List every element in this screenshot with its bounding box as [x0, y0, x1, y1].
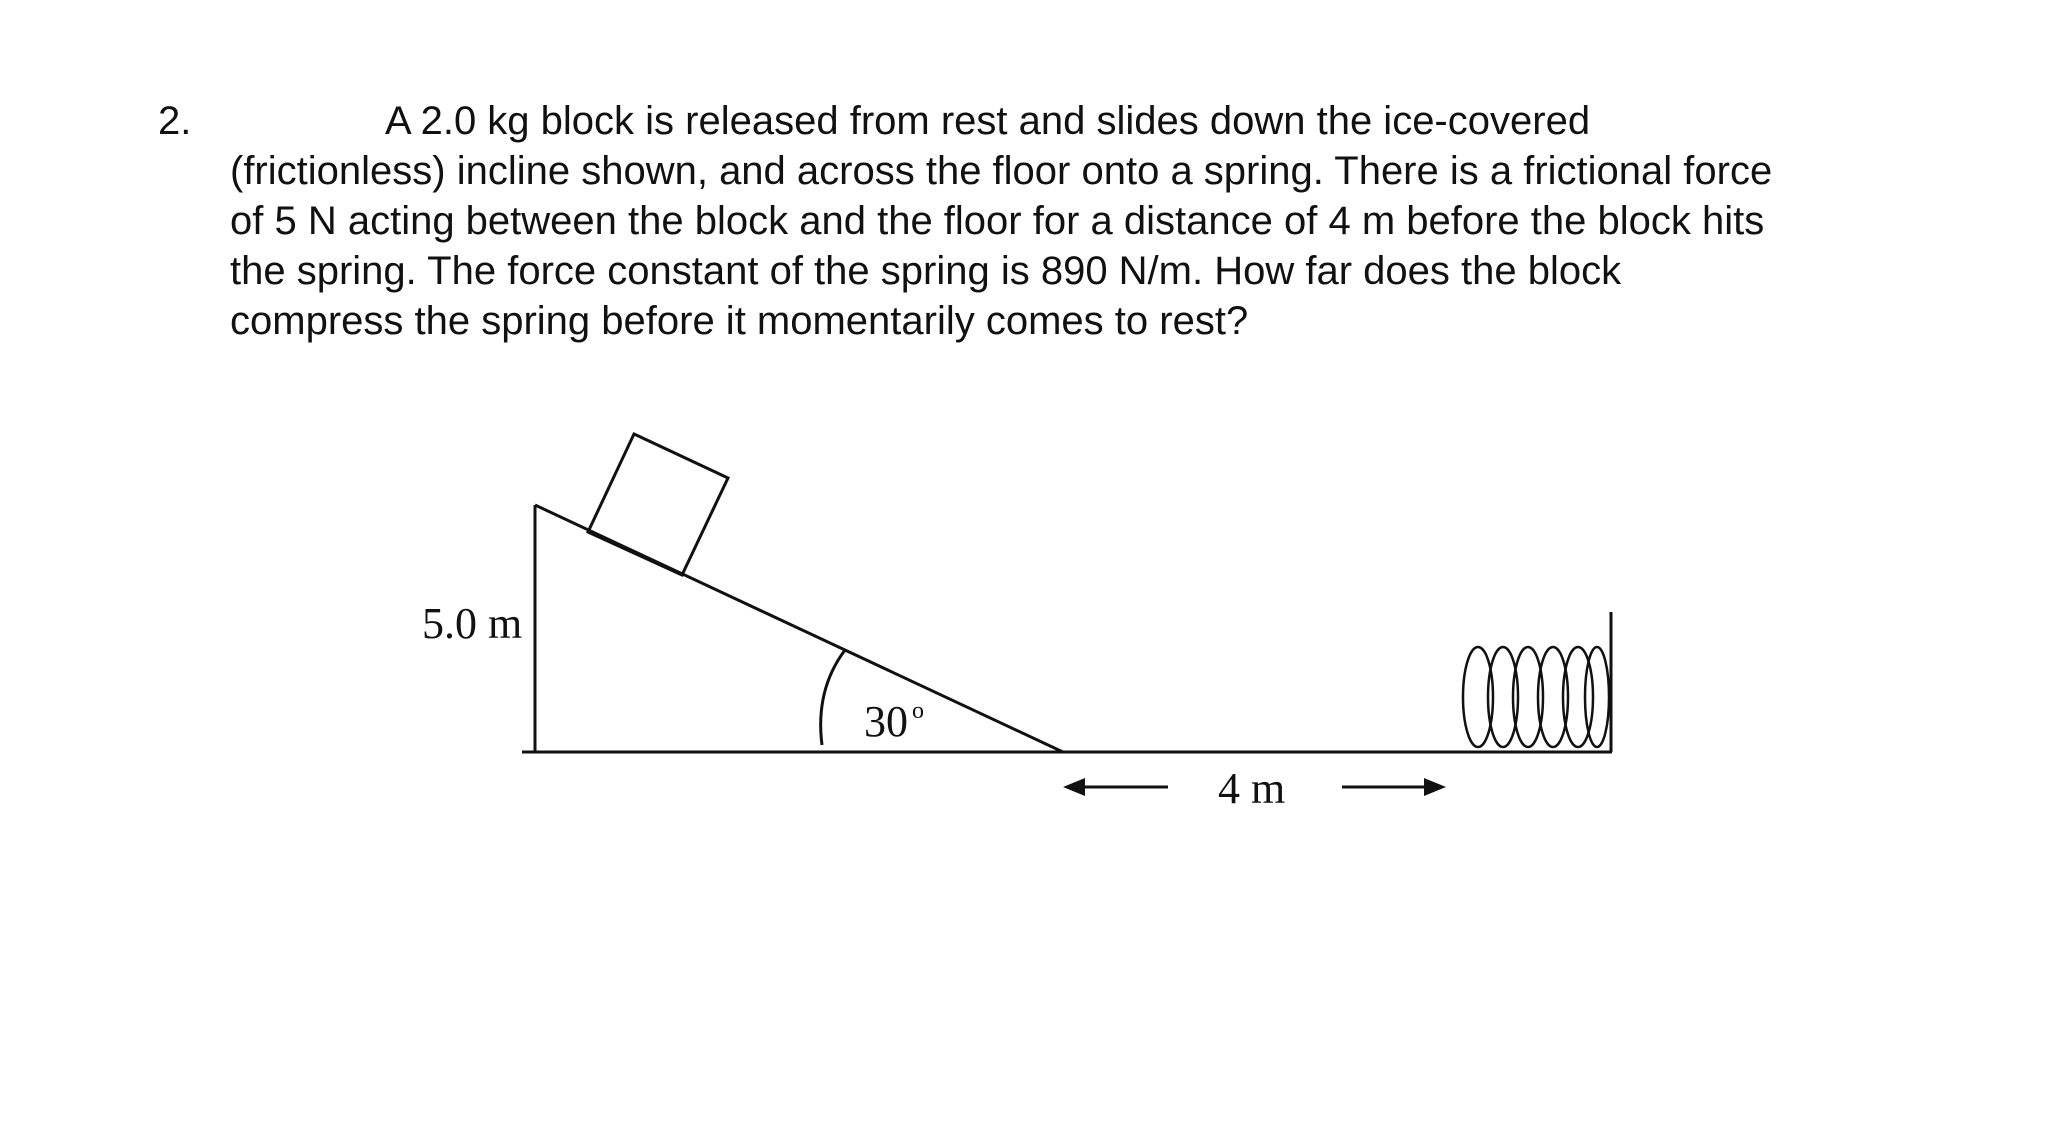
height-label: 5.0 m	[422, 599, 523, 648]
angle-degree-mark: o	[912, 698, 924, 724]
block	[588, 434, 728, 575]
problem-number: 2.	[158, 99, 192, 143]
distance-arrowhead-right	[1424, 778, 1446, 796]
problem-line-4: the spring. The force constant of the spring is 890 N/m. How far does the block	[230, 249, 1622, 293]
incline-slope	[535, 505, 1063, 752]
problem-line-2: (frictionless) incline shown, and across the floor onto a spring. There is a frictional force	[230, 149, 1773, 193]
distance-label: 4 m	[1218, 764, 1286, 813]
angle-label: 30	[864, 697, 908, 746]
problem-line-3: of 5 N acting between the block and the floor for a distance of 4 m before the block hits	[230, 199, 1765, 243]
problem-line-5: compress the spring before it momentarily comes to rest?	[230, 299, 1249, 343]
problem-line-1: A 2.0 kg block is released from rest and slides down the ice-covered	[385, 99, 1591, 143]
distance-arrowhead-left	[1063, 778, 1085, 796]
angle-arc	[821, 650, 845, 745]
spring-coil	[1585, 647, 1609, 747]
spring	[1463, 647, 1609, 747]
